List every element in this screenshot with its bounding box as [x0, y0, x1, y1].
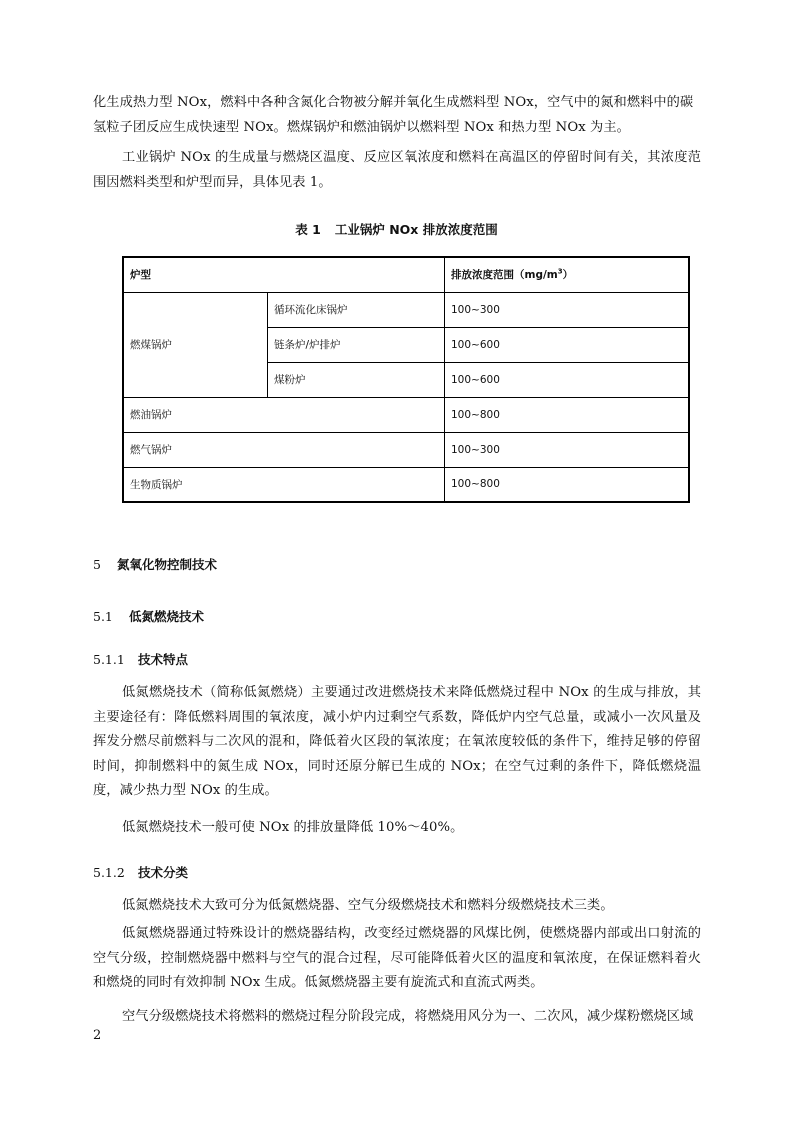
range-cell: 100~600 — [445, 362, 690, 397]
section-heading-5-1-1 — [93, 650, 188, 668]
boiler-type-cell: 生物质锅炉 — [123, 467, 445, 502]
intro-paragraph-2: 工业锅炉 NOx 的生成量与燃烧区温度、反应区氧浓度和燃料在高温区的停留时间有关，其浓度范围因燃料类型和炉型而异，具体见表 1。 — [93, 150, 701, 190]
reduction-paragraph: 低氮燃烧技术一般可使 NOx 的排放量降低 10%～40%。 — [122, 820, 464, 835]
table-caption-number: 表 1 — [295, 222, 321, 237]
intro-line-1: 化生成热力型 NOx，燃料中各种含氮化合物被分解并氧化生成燃料型 NOx，空气中的氮和燃料中的碳 — [93, 95, 694, 110]
section-heading-5-1 — [93, 607, 204, 625]
page-number: 2 — [93, 1028, 102, 1043]
section-number: 5.1.2 — [93, 865, 125, 880]
table-row — [123, 432, 689, 467]
table-row — [123, 397, 689, 432]
intro-line-2: 氢粒子团反应生成快速型 NOx。燃煤锅炉和燃油锅炉以燃料型 NOx 和热力型 NOx 为主。 — [93, 120, 630, 135]
range-cell: 100~600 — [445, 327, 690, 362]
section-heading-5-1-2 — [93, 863, 188, 881]
section-title: 技术特点 — [138, 652, 189, 667]
boiler-type-cell: 煤粉炉 — [268, 362, 445, 397]
range-cell: 100~300 — [445, 432, 690, 467]
range-cell: 100~300 — [445, 292, 690, 327]
header-boiler-type: 炉型 — [123, 257, 445, 292]
classification-paragraph-3: 空气分级燃烧技术将燃料的燃烧过程分阶段完成，将燃烧用风分为一、二次风，减少煤粉燃烧区域 — [122, 1009, 694, 1024]
boiler-type-cell: 链条炉/炉排炉 — [268, 327, 445, 362]
boiler-type-cell: 循环流化床锅炉 — [268, 292, 445, 327]
section-number: 5.1 — [93, 609, 113, 624]
range-cell: 100~800 — [445, 467, 690, 502]
range-cell: 100~800 — [445, 397, 690, 432]
table-header-row — [123, 257, 689, 292]
coal-boiler-group: 燃煤锅炉 — [123, 292, 268, 397]
header-emission-range: 排放浓度范围$(mg/m^3)$ — [445, 257, 690, 292]
section-number: 5 — [93, 557, 101, 572]
section-title: 低氮燃烧技术 — [129, 609, 205, 624]
boiler-type-cell: 燃气锅炉 — [123, 432, 445, 467]
section-title: 技术分类 — [138, 865, 189, 880]
boiler-type-cell: 燃油锅炉 — [123, 397, 445, 432]
table-caption-title: 工业锅炉 NOx 排放浓度范围 — [334, 222, 498, 237]
table-caption — [0, 220, 793, 238]
section-title: 氮氧化物控制技术 — [117, 557, 218, 572]
table-row — [123, 467, 689, 502]
table-row — [123, 292, 689, 327]
classification-paragraph-2: 低氮燃烧器通过特殊设计的燃烧器结构，改变经过燃烧器的风煤比例，使燃烧器内部或出口射流的空气分级，控制燃烧器中燃料与空气的混合过程，尽可能降低着火区的温度和氧浓度，在保证燃料着火和燃烧的同时有效抑制 NOx 生成。低氮燃烧器主要有旋流式和直流式两类。 — [93, 926, 701, 991]
section-heading-5 — [93, 555, 217, 573]
characteristics-paragraph: 低氮燃烧技术（简称低氮燃烧）主要通过改进燃烧技术来降低燃烧过程中 NOx 的生成与排放，其主要途径有：降低燃料周围的氧浓度，减小炉内过剩空气系数，降低炉内空气总量，或减小一次风量及挥发分燃尽前燃料与二次风的混和，降低着火区段的氧浓度；在氧浓度较低的条件下，维持足够的停留时间，抑制燃料中的氮生成 NOx，同时还原分解已生成的 NOx；在空气过剩的条件下，降低燃烧温度，减少热力型 NOx 的生成。 — [93, 685, 701, 799]
section-number: 5.1.1 — [93, 652, 125, 667]
classification-paragraph-1: 低氮燃烧技术大致可分为低氮燃烧器、空气分级燃烧技术和燃料分级燃烧技术三类。 — [122, 898, 614, 913]
nox-emission-table — [122, 256, 690, 503]
